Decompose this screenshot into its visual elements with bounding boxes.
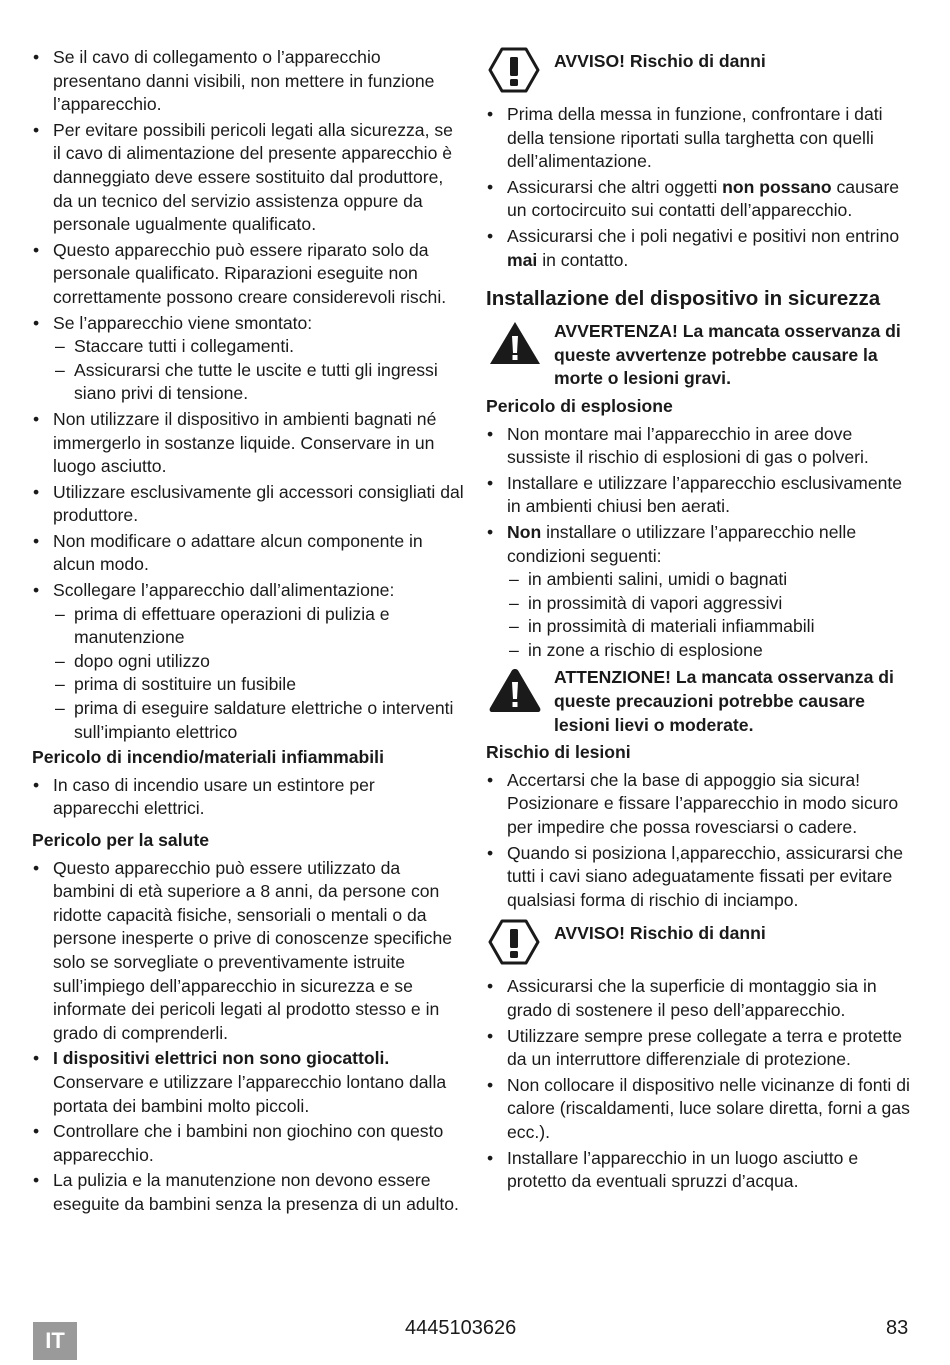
- list-item: • Assicurarsi che la superficie di montaggio sia in grado di sostenere il peso dell’apparecchio.: [486, 975, 918, 1022]
- caution-notice: [486, 666, 918, 737]
- notice-label: AVVISO! Rischio di danni: [554, 51, 766, 71]
- health-hazard-heading: Pericolo per la salute: [32, 830, 209, 850]
- list-item: • Per evitare possibili pericoli legati alla sicurezza, se il cavo di alimentazione del presente apparecchio è danneggiato deve essere sostituito dal produttore, da un tecnico del servizio assistenza oppure da personale ugualmente qualificato.: [32, 119, 464, 237]
- caution-label: ATTENZIONE! La mancata osservanza di queste precauzioni potrebbe causare lesioni lievi o moderate.: [554, 667, 894, 735]
- injury-risk-list: [486, 769, 918, 913]
- list-item: • Utilizzare esclusivamente gli accessori consigliati dal produttore.: [32, 481, 464, 528]
- warning-label: AVVERTENZA! La mancata osservanza di queste avvertenze potrebbe causare la morte o lesioni gravi.: [554, 321, 901, 389]
- list-item: • Installare e utilizzare l’apparecchio esclusivamente in ambienti chiusi ben aerati.: [486, 472, 918, 519]
- list-item: • La pulizia e la manutenzione non devono essere eseguite da bambini senza la presenza di un adulto.: [32, 1169, 464, 1216]
- safety-list: [32, 46, 464, 744]
- sub-list-item: – prima di eseguire saldature elettriche o interventi sull’impianto elettrico: [53, 697, 464, 744]
- sub-list: [507, 568, 918, 662]
- left-column: [32, 46, 464, 1219]
- language-tag: IT: [33, 1322, 77, 1360]
- list-item: • Questo apparecchio può essere riparato solo da personale qualificato. Riparazioni eseguite non correttamente possono creare considerevoli rischi.: [32, 239, 464, 310]
- list-item: • Non modificare o adattare alcun componente in alcun modo.: [32, 530, 464, 577]
- sub-list-item: – in ambienti salini, umidi o bagnati: [507, 568, 918, 592]
- list-item: • Questo apparecchio può essere utilizzato da bambini di età superiore a 8 anni, da persone con ridotte capacità fisiche, sensoriali o mentali o da persone inesperte o prive di conoscenze specifiche solo se sorvegliate o preventivamente istruite sull’impiego dell’apparecchio in sicurezza e se informate dei pericoli legati al prodotto stesso e in grado di comprenderli.: [32, 857, 464, 1046]
- list-item: • Scollegare l’apparecchio dall’alimentazione: – prima di effettuare operazioni di pulizia e manutenzione – dopo ogni utilizzo – prima di sostituire un fusibile – prima di eseguire saldature elettriche o interventi sull’impianto elettrico: [32, 579, 464, 744]
- sub-list: [53, 335, 464, 406]
- sub-list-item: – prima di sostituire un fusibile: [53, 673, 464, 697]
- injury-risk-heading: Rischio di lesioni: [486, 742, 631, 763]
- list-item: • Non collocare il dispositivo nelle vicinanze di fonti di calore (riscaldamenti, luce solare diretta, forni a gas ecc.).: [486, 1074, 918, 1145]
- sub-list-item: – in prossimità di vapori aggressivi: [507, 592, 918, 616]
- sub-list-item: – prima di effettuare operazioni di pulizia e manutenzione: [53, 603, 464, 650]
- list-item: • Accertarsi che la base di appoggio sia sicura! Posizionare e fissare l’apparecchio in modo sicuro per impedire che possa rovesciarsi o cadere.: [486, 769, 918, 840]
- explosion-hazard-heading: Pericolo di esplosione: [486, 395, 673, 416]
- notice-label: AVVISO! Rischio di danni: [554, 923, 766, 944]
- list-item: • Installare l’apparecchio in un luogo asciutto e protetto da eventuali spruzzi d’acqua.: [486, 1147, 918, 1194]
- sub-list-item: – Staccare tutti i collegamenti.: [53, 335, 464, 359]
- page-number: 83: [886, 1317, 909, 1339]
- fire-hazard-heading: Pericolo di incendio/materiali infiammabili: [32, 747, 384, 768]
- sub-list-item: – Assicurarsi che tutte le uscite e tutti gli ingressi siano privi di tensione.: [53, 359, 464, 406]
- notice-exclamation-icon: [488, 46, 544, 99]
- notice-damage-risk-2: [486, 918, 918, 971]
- section-title: Installazione del dispositivo in sicurezza: [486, 287, 881, 311]
- right-column: [486, 46, 918, 1196]
- list-item: • Controllare che i bambini non giochino con questo apparecchio.: [32, 1120, 464, 1167]
- fire-hazard-list: [32, 774, 464, 821]
- sub-list: [53, 603, 464, 745]
- list-item: • Utilizzare sempre prese collegate a terra e protette da un interruttore differenziale di protezione.: [486, 1025, 918, 1072]
- notice-damage-list: [486, 103, 918, 272]
- health-hazard-list: [32, 857, 464, 1217]
- list-item: • Non utilizzare il dispositivo in ambienti bagnati né immergerlo in sostanze liquide. Conservare in un luogo asciutto.: [32, 408, 464, 479]
- sub-list-item: – in zone a rischio di esplosione: [507, 639, 918, 663]
- notice-damage-risk: [486, 46, 918, 99]
- list-item: • Non installare o utilizzare l’apparecchio nelle condizioni seguenti: – in ambienti salini, umidi o bagnati – in prossimità di vapori aggressivi – in prossimità di materiali infiammabili – in zone a rischio di esplosione: [486, 521, 918, 663]
- list-item: • Prima della messa in funzione, confrontare i dati della tensione riportati sulla targhetta con quelli dell’alimentazione.: [486, 103, 918, 174]
- list-item: • Quando si posiziona l,apparecchio, assicurarsi che tutti i cavi siano adeguatamente fissati per evitare qualsiasi forma di rischio di inciampo.: [486, 842, 918, 913]
- list-item: • Se il cavo di collegamento o l’apparecchio presentano danni visibili, non mettere in funzione l’apparecchio.: [32, 46, 464, 117]
- list-item: • Se l’apparecchio viene smontato: – Staccare tutti i collegamenti. – Assicurarsi che tutte le uscite e tutti gli ingressi siano privi di tensione.: [32, 312, 464, 406]
- explosion-hazard-list: [486, 423, 918, 663]
- warning-notice: [486, 320, 918, 391]
- list-item: • Non montare mai l’apparecchio in aree dove sussiste il rischio di esplosioni di gas o polveri.: [486, 423, 918, 470]
- list-item: • Assicurarsi che altri oggetti non possano causare un cortocircuito sui contatti dell’apparecchio.: [486, 176, 918, 223]
- notice-exclamation-icon: [488, 918, 544, 971]
- sub-list-item: – dopo ogni utilizzo: [53, 650, 464, 674]
- caution-triangle-icon: [488, 666, 544, 719]
- list-item: • I dispositivi elettrici non sono giocattoli. Conservare e utilizzare l’apparecchio lontano dalla portata dei bambini molto piccoli.: [32, 1047, 464, 1118]
- document-code: 4445103626: [405, 1317, 517, 1339]
- list-item: • In caso di incendio usare un estintore per apparecchi elettrici.: [32, 774, 464, 821]
- notice-damage-list-2: [486, 975, 918, 1193]
- warning-triangle-icon: [488, 320, 544, 371]
- sub-list-item: – in prossimità di materiali infiammabili: [507, 615, 918, 639]
- list-item: • Assicurarsi che i poli negativi e positivi non entrino mai in contatto.: [486, 225, 918, 272]
